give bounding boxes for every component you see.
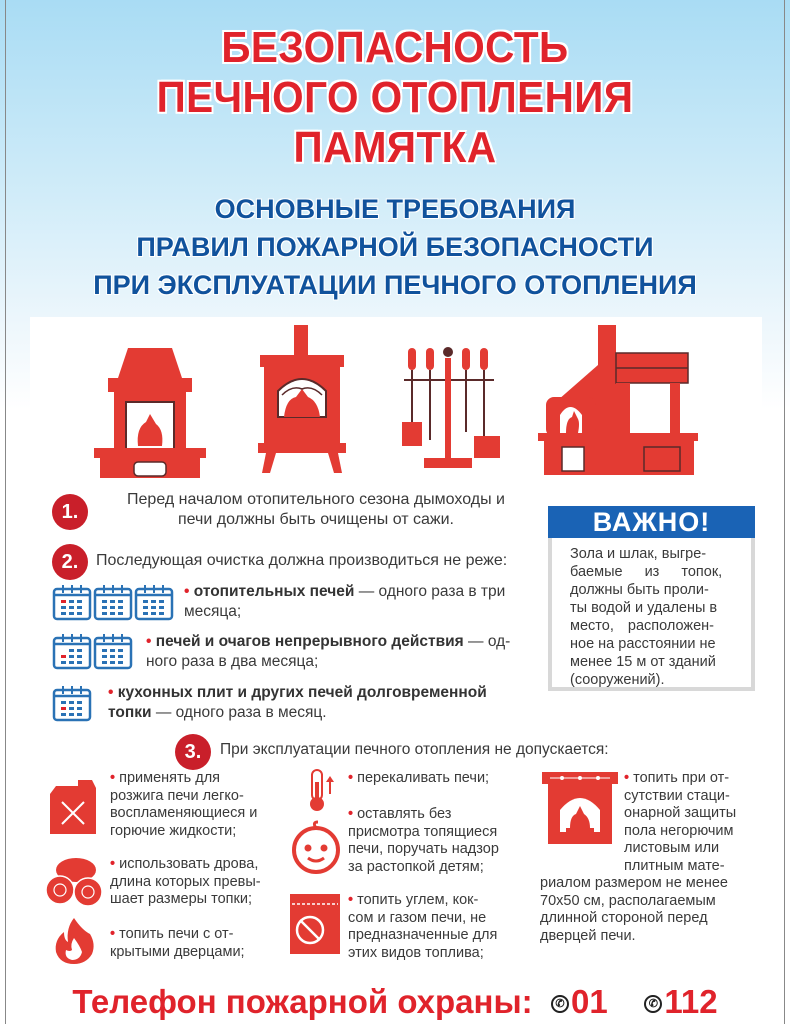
rule-2-item-2-rest: — од- xyxy=(463,633,511,650)
title-line-2: ПЕЧНОГО ОТОПЛЕНИЯ xyxy=(156,73,634,122)
important-line: менее 15 м от зданий xyxy=(570,654,716,670)
rule-2-item-1-rest2: месяца; xyxy=(184,603,242,620)
fireplace-tools-icon xyxy=(402,340,512,480)
important-line: должны быть проли- xyxy=(570,582,709,598)
rule-3-item-open-doors: • топить печи с от- крытыми дверцами; xyxy=(110,926,245,960)
rule-3-number-badge: 3. xyxy=(175,734,211,770)
item-line: листовым или xyxy=(624,840,720,856)
rule-3-item-floor-protection: • топить при от- сутствии стаци- онарной защиты пола негорючим листовым или плитным мате- xyxy=(624,770,737,874)
item-line: онарной защиты xyxy=(624,805,737,821)
rule-3-item-floor-protection-cont xyxy=(540,875,728,945)
important-line: Зола и шлак, выгре- xyxy=(570,546,707,562)
rule-2-item-1-rest: — одного раза в три xyxy=(354,583,506,600)
wood-stove-icon xyxy=(252,325,352,475)
subtitle-line-3: ПРИ ЭКСПЛУАТАЦИИ ПЕЧНОГО ОТОПЛЕНИЯ xyxy=(93,270,697,300)
calendar-2-months-icon xyxy=(52,632,134,670)
title-line-3: ПАМЯТКА xyxy=(293,123,497,172)
item-line: топить печи с от- xyxy=(119,926,234,942)
fuel-canister-icon xyxy=(48,778,100,836)
important-text xyxy=(552,538,751,689)
item-line: топить углем, кок- xyxy=(357,892,479,908)
rule-3-text: При эксплуатации печного отопления не допускается: xyxy=(220,741,609,758)
item-line: печи, поручать надзор xyxy=(348,841,499,857)
phone-number-112[interactable]: 112 xyxy=(664,983,718,1020)
title-line-1: БЕЗОПАСНОСТЬ xyxy=(221,23,569,72)
firewood-logs-icon xyxy=(44,856,106,908)
rule-2-item-2: • печей и очагов непрерывного действия — од- ного раза в два месяца; xyxy=(146,633,511,670)
footer-label: Телефон пожарной охраны: xyxy=(72,983,533,1020)
thermometer-icon xyxy=(308,768,336,812)
item-line: использовать дрова, xyxy=(119,856,259,872)
rule-1-number-badge: 1. xyxy=(52,494,88,530)
rule-2-item-3-bold2: топки xyxy=(108,704,152,721)
subtitle-line-2: ПРАВИЛ ПОЖАРНОЙ БЕЗОПАСНОСТИ xyxy=(136,232,654,262)
item-line: оставлять без xyxy=(357,806,452,822)
rule-2-item-2-rest2: ного раза в два месяца; xyxy=(146,653,319,670)
item-line: дверцей печи. xyxy=(540,927,636,944)
item-line: за растопкой детям; xyxy=(348,858,484,875)
coal-bag-icon xyxy=(288,892,344,956)
item-line: шает размеры топки; xyxy=(110,891,252,907)
rule-3-item-overheat: • перекаливать печи; xyxy=(348,770,490,786)
fireplace-icon xyxy=(90,338,210,478)
rule-2-item-3-rest2: — одного раза в месяц. xyxy=(151,704,327,721)
frame-left-border xyxy=(5,0,6,1024)
rule-1-line-2: печи должны быть очищены от сажи. xyxy=(177,511,454,528)
item-line: сом и газом печи, не xyxy=(348,909,487,926)
item-line: крытыми дверцами; xyxy=(110,943,245,960)
rule-2-text: Последующая очистка должна производиться не реже: xyxy=(96,552,508,569)
item-line: перекаливать печи; xyxy=(357,770,490,786)
rule-1-line-1: Перед началом отопительного сезона дымоходы и xyxy=(127,491,505,508)
calendar-3-months-icon xyxy=(52,583,174,621)
fire-phone-footer xyxy=(0,980,790,1024)
item-line: розжига печи легко- xyxy=(110,787,244,804)
rule-2-number-badge: 2. xyxy=(52,544,88,580)
hearth-icon xyxy=(542,772,618,844)
flame-icon xyxy=(52,916,98,966)
rule-2-item-1-bold: отопительных печей xyxy=(193,583,355,600)
item-line: предназначенные для xyxy=(348,927,498,943)
rule-3-item-firewood: • использовать дрова, длина которых превы- шает размеры топки; xyxy=(110,856,261,907)
important-line: (сооружений). xyxy=(570,672,665,688)
phone-icon: ✆ xyxy=(551,995,569,1013)
item-line: топить при от- xyxy=(633,770,730,786)
rule-1-text xyxy=(96,490,536,530)
item-line: длинной стороной перед xyxy=(540,910,708,926)
brick-oven-icon xyxy=(538,325,708,475)
item-line: применять для xyxy=(119,770,221,786)
rule-2-item-2-bold: печей и очагов непрерывного действия xyxy=(155,633,464,650)
item-line: воспламеняющиеся и xyxy=(110,805,258,821)
important-line: баемые из топок, xyxy=(570,564,723,580)
important-heading: ВАЖНО! xyxy=(548,506,755,538)
item-line: риалом размером не менее xyxy=(540,875,728,891)
rule-2-item-3: • кухонных плит и других печей долговременной топки — одного раза в месяц. xyxy=(108,684,487,721)
important-box xyxy=(548,506,755,691)
calendar-1-month-icon xyxy=(52,684,94,722)
important-line: ное на расстоянии не xyxy=(570,636,716,652)
item-line: плитным мате- xyxy=(624,857,725,874)
rule-2-item-1: • отопительных печей — одного раза в три месяца; xyxy=(184,583,506,620)
rule-3-item-unattended: • оставлять без присмотра топящиеся печи, поручать надзор за растопкой детям; xyxy=(348,806,499,875)
important-line: ты водой и удалены в xyxy=(570,600,718,616)
subtitle-line-1: ОСНОВНЫЕ ТРЕБОВАНИЯ xyxy=(214,194,576,224)
item-line: пола негорючим xyxy=(624,822,734,839)
phone-number-01[interactable]: 01 xyxy=(570,983,608,1020)
rule-2-item-3-bold: кухонных плит и других печей долговременной xyxy=(117,684,487,701)
item-line: 70х50 см, располагаемым xyxy=(540,892,716,909)
item-line: сутствии стаци- xyxy=(624,787,730,804)
rule-3-item-fuel: • применять для розжига печи легко- воспламеняющиеся и горючие жидкости; xyxy=(110,770,258,839)
item-line: присмотра топящиеся xyxy=(348,823,498,840)
important-line: место, расположен- xyxy=(570,618,714,634)
item-line: этих видов топлива; xyxy=(348,944,484,961)
illustrations-row xyxy=(30,320,762,480)
item-line: горючие жидкости; xyxy=(110,822,237,839)
child-face-icon xyxy=(288,820,344,876)
rule-3-item-coal: • топить углем, кок- сом и газом печи, не предназначенные для этих видов топлива; xyxy=(348,892,498,961)
phone-icon: ✆ xyxy=(644,995,662,1013)
frame-right-border xyxy=(784,0,785,1024)
item-line: длина которых превы- xyxy=(110,873,261,890)
